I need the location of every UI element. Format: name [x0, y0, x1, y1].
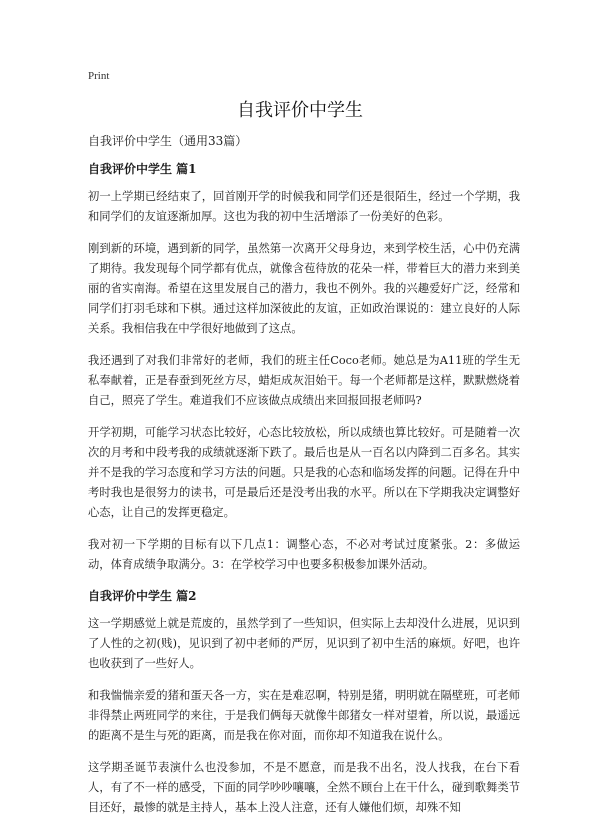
- paragraph: 我对初一下学期的目标有以下几点1：调整心态，不必对考试过度紧张。2：多做运动，体育成绩争取满分。3：在学校学习中也要多积极参加课外活动。: [88, 538, 520, 571]
- document-title: 自我评价中学生: [237, 100, 363, 121]
- print-label: Print: [88, 70, 110, 82]
- paragraph: 我还遇到了对我们非常好的老师，我们的班主任Coco老师。她总是为A11班的学生无私奉献着，正是春蚕到死丝方尽，蜡炬成灰泪始干。每一个老师都是这样，默默燃烧着自己，照亮了学生。难道我们不应该做点成绩出来回报回报老师吗?: [88, 354, 520, 407]
- paragraph: 初一上学期已经结束了，回首刚开学的时候我和同学们还是很陌生，经过一个学期，我和同学们的友谊逐渐加厚。这也为我的初中生活增添了一份美好的色彩。: [88, 190, 520, 223]
- document-subtitle: 自我评价中学生（通用33篇）: [88, 134, 248, 148]
- section-1: [88, 160, 520, 575]
- paragraph: 和我惴惴亲爱的猪和蛋天各一方，实在是难忍啊，特别是猪，明明就在隔壁班，可老师非得禁止两班同学的来往，于是我们俩每天就像牛郎猪女一样对望着，所以说，最遥远的距离不是生与死的距离，而是我在你对面，而你却不知道我在说什么。: [88, 689, 520, 742]
- section-heading: 自我评价中学生 篇2: [88, 589, 197, 603]
- section-2: [88, 587, 520, 818]
- section-heading: 自我评价中学生 篇1: [88, 162, 197, 176]
- paragraph: 这一学期感觉上就是荒废的，虽然学到了一些知识，但实际上去却没什么进展，见识到了人性的之初(贱)，见识到了初中老师的严厉，见识到了初中生活的麻烦。好吧，也许也收获到了一些好人。: [88, 617, 520, 670]
- paragraph: 刚到新的环境，遇到新的同学，虽然第一次离开父母身边，来到学校生活，心中仍充满了期待。我发现每个同学都有优点，就像含苞待放的花朵一样，带着巨大的潜力来到美丽的省实南海。希望在这里发展自己的潜力，我也不例外。我的兴趣爱好广泛，经常和同学们打羽毛球和下棋。通过这样加深彼此的友谊，正如政治课说的：建立良好的人际关系。我相信我在中学很好地做到了这点。: [88, 242, 520, 335]
- paragraph: 这学期圣诞节表演什么也没参加，不是不愿意，而是我不出名，没人找我，在台下看人，有了不一样的感受，下面的同学吵吵嚷嚷，全然不顾台上在干什么，碰到歌舞类节目还好，最惨的就是主持人，基本上没人注意，还有人嫌他们烦，却殊不知: [88, 761, 520, 814]
- paragraph: 开学初期，可能学习状态比较好，心态比较放松，所以成绩也算比较好。可是随着一次次的月考和中段考我的成绩就逐渐下跌了。最后也是从一百名以内降到二百多名。其实并不是我的学习态度和学习方法的问题。只是我的心态和临场发挥的问题。记得在升中考时我也是很努力的读书，可是最后还是没考出我的水平。所以在下学期我决定调整好心态，让自己的发挥更稳定。: [88, 426, 520, 519]
- document-body: [88, 156, 520, 830]
